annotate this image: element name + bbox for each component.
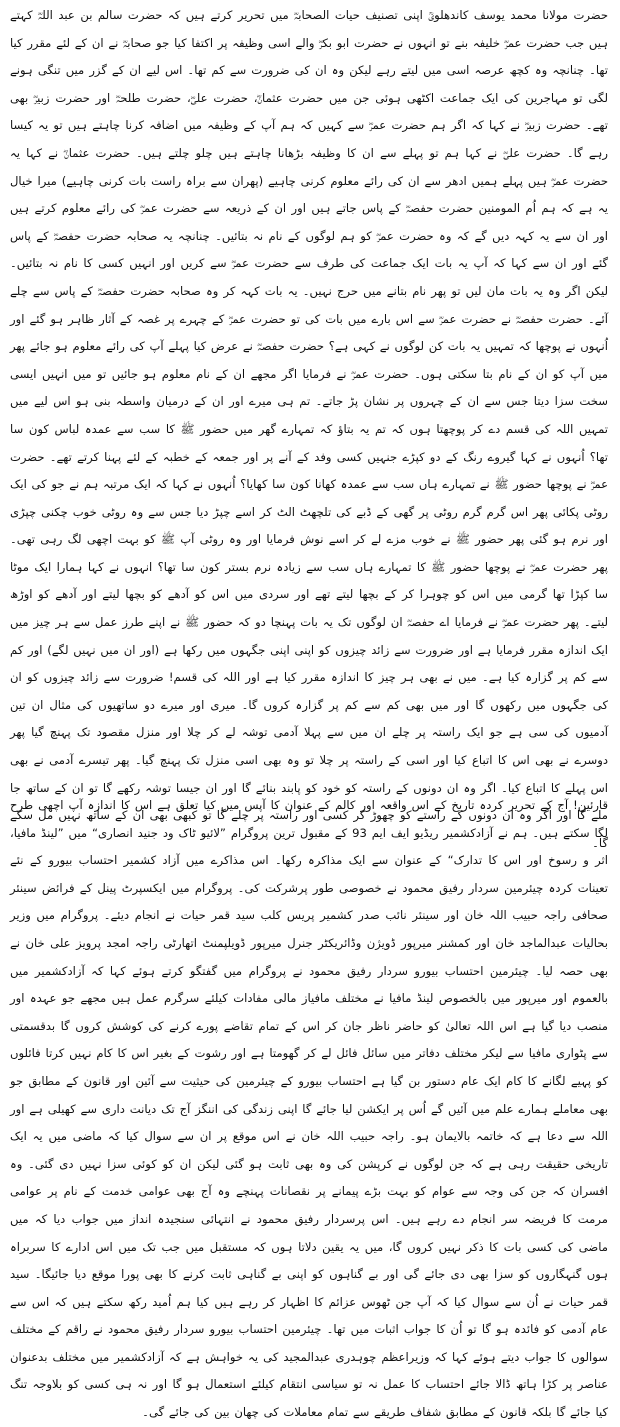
commentary-paragraph: قارئین! آج کے تحریر کردہ تاریخ کے اس واقعہ اور کالم کے عنوان کا آپس میں کیا تعلق ہے اس کا اندازہ آپ اچھی طرح لگا سکتے ہیں۔ ہم نے آزادکشمیر ریڈیو ایف ایم 93 کے مقبول ترین پروگرام ”لائیو ٹاک ود جنید انصاری“ میں ”لینڈ مافیا، اثر و رسوخ اور اس کا تدارک“ کے عنوان سے ایک مذاکرہ رکھا۔ اس مذاکرے میں آزاد کشمیر احتساب بیورو کے نئے تعینات کردہ چیئرمین سردار رفیق محمود نے خصوصی طور پرشرکت کی۔ پروگرام میں ایکسپرٹ پینل کے فرائض سینئر صحافی راجہ حبیب اللہ خان اور سینئر نائب صدر کشمیر پریس کلب سید قمر حیات نے انجام دیئے۔ پروگرام میں وزیر بحالیات عبدالماجد خان اور کمشنر میرپور ڈویژن وڈائریکٹر جنرل میرپور ڈویلپمنٹ اتھارٹی راجہ امجد پرویز علی خان نے بھی حصہ لیا۔ چیئرمین احتساب بیورو سردار رفیق محمود نے پروگرام میں گفتگو کرتے ہوئے کہا کہ آزادکشمیر میں بالعموم اور میرپور میں بالخصوص لینڈ مافیا نے مختلف مافیاز مالی مفادات کیلئے سرگرم عمل ہیں مجھے جو عہدہ اور منصب دیا گیا ہے اس اللہ تعالیٰ کو حاضر ناظر جان کر اس کے تمام تقاضے پورے کرنے کی کوشش کروں گا بدقسمتی سے پٹواری مافیا سے لیکر مختلف دفاتر میں سائل فائل لے کر گھومتا ہے اور رشوت کے بغیر اس کا کام نہیں کرتا فائلوں کو پہیے لگانے کا کام ایک عام دستور بن گیا ہے احتساب بیورو کے چیئرمین کی حیثیت سے آئین اور قانون کے مطابق جو بھی معاملے ہمارے علم میں آئیں گے اُس پر ایکشن لیا جائے گا اپنی زندگی کی اننگز آج تک دیانت داری سے کھیلی ہے اور اللہ سے دعا ہے کہ خاتمہ بالایمان ہو۔ راجہ حبیب اللہ خان نے اس موقع پر ان سے سوال کیا کہ ماضی میں یہ ایک تاریخی حقیقت رہی ہے کہ جن لوگوں نے کرپشن کی وہ بھی ثابت ہو گئی لیکن ان کو کوئی سزا نہیں دی گئی۔ وہ افسران کہ جن کی وجہ سے عوام کو بہت بڑے پیمانے پر نقصانات پہنچے وہ آج بھی عوامی خدمت کے نام پر عوامی مرمت کا فریضہ سر انجام دے رہے ہیں۔ اس پرسردار رفیق محمود نے انتہائی سنجیدہ انداز میں جواب دیا کہ میں ماضی کی کسی بات کا ذکر نہیں کروں گا، میں یہ یقین دلاتا ہوں کہ مستقبل میں جب تک میں اس ادارے کا سربراہ ہوں گنہگاروں کو سزا بھی دی جائے گی اور بے گناہوں کو اپنی بے گناہی ثابت کرنے کا بھی پورا موقع دیا جائیگا۔ سید قمر حیات نے اُن سے سوال کیا کہ آپ جن ٹھوس عزائم کا اظہار کر رہے ہیں کیا ہم اُمید رکھ سکتے ہیں کہ اس سے عام آدمی کو فائدہ ہو گا تو اُن کا جواب اثبات میں تھا۔ چیئرمین احتساب بیورو سردار رفیق محمود نے راقم کے مختلف سوالوں کا جواب دیتے ہوئے کہا کہ وزیراعظم چوہدری عبدالمجید کی یہ خواہش ہے کہ آزادکشمیر میں مختلف بدعنوان عناصر پر کڑا ہاتھ ڈالا جائے احتساب کا عمل نہ تو سیاسی انتقام کیلئے استعمال ہو گا اور نہ ہی کسی کو بلاوجہ تنگ کیا جائے گا بلکہ قانون کے مطابق شفاف طریقے سے تمام معاملات کی چھان بین کی جائے گی۔ <box>10 798 608 1420</box>
story-paragraph: حضرت مولانا محمد یوسف کاندھلویؒ اپنی تصنیف حیات الصحابہؓ میں تحریر کرتے ہیں کہ حضرت سالم بن عبد اللہؓ کہتے ہیں جب حضرت عمرؓ خلیفہ بنے تو انہوں نے حضرت ابو بکرؓ والے اسی وظیفہ پر اکتفا کیا جو صحابہؓ نے ان کے لئے مقرر کیا تھا۔ چنانچہ وہ کچھ عرصہ اسی میں لیتے رہے لیکن وہ ان کی ضرورت سے کم تھا۔ اس لیے ان کے گزر میں تنگی ہونے لگی تو مہاجرین کی ایک جماعت اکٹھی ہوئی جن میں حضرت عثمانؓ، حضرت علیؓ، حضرت طلحہؓ اور حضرت زبیرؓ بھی تھے۔ حضرت زبیرؓ نے کہا کہ اگر ہم حضرت عمرؓ سے کہیں کہ ہم آپ کے وظیفہ میں اضافہ کرنا چاہتے ہیں تو یہ کیسا رہے گا۔ حضرت علیؓ نے کہا ہم تو پہلے سے ان کا وظیفہ بڑھانا چاہتے ہیں چلو چلتے ہیں۔ حضرت عثمانؓ نے کہا یہ حضرت عمرؓ ہیں پہلے ہمیں ادھر سے ان کی رائے معلوم کرنی چاہیے (پھران سے براہ راست بات کرنی چاہیے) میرا خیال یہ ہے کہ ہم اُم المومنین حضرت حفصہؓ کے پاس جاتے ہیں اور ان کے ذریعہ سے حضرت عمرؓ کی رائے معلوم کرتے ہیں اور ان سے یہ کہہ دیں گے کہ وہ حضرت عمرؓ کو ہم لوگوں کے نام نہ بتائیں۔ چنانچہ یہ صحابہ حضرت حفصہؓ کے پاس گئے اور ان سے کہا کہ آپ یہ بات ایک جماعت کی طرف سے حضرت عمرؓ سے کریں اور انہیں کسی کا نام نہ بتائیں۔ لیکن اگر وہ یہ بات مان لیں تو پھر نام بتانے میں حرج نہیں۔ یہ بات کہہ کر وہ صحابہ حضرت حفصہؓ کے پاس سے چلے آئے۔ حضرت حفصہؓ نے حضرت عمرؓ سے اس بارے میں بات کی تو حضرت عمرؓ کے چہرے پر غصہ کے آثار ظاہر ہو گئے اور اُنہوں نے پوچھا کہ تمہیں یہ بات کن لوگوں نے کہی ہے؟ حضرت حفصہؓ نے عرض کیا پہلے آپ کی رائے معلوم ہو جائے پھر میں آپ کو ان کے نام بتا سکتی ہوں۔ حضرت عمرؓ نے فرمایا اگر مجھے ان کے نام معلوم ہو جائیں تو میں انہیں ایسی سخت سزا دیتا جس سے ان کے چہروں پر نشان پڑ جاتے۔ تم ہی میرے اور ان کے درمیان واسطہ بنی ہو اس لیے میں تمہیں اللہ کی قسم دے کر پوچھتا ہوں کہ تم یہ بتاؤ کہ تمہارے گھر میں حضور ﷺ کا سب سے عمدہ لباس کون سا تھا؟ اُنہوں نے کہا گیروے رنگ کے دو کپڑے جنہیں کسی وفد کے آنے پر اور جمعہ کے خطبہ کے لئے پہنا کرتے تھے۔ حضرت عمرؓ نے پوچھا حضور ﷺ نے تمہارے ہاں سب سے عمدہ کھانا کون سا کھایا؟ اُنہوں نے کہا کہ ایک مرتبہ ہم نے جو کی ایک روٹی پکائی پھر اس گرم گرم روٹی پر گھی کے ڈبے کی تلچھٹ الٹ کر اسے چپڑ دیا جس سے وہ روٹی خوب چکنی چپڑی اور نرم ہو گئی پھر حضور ﷺ نے خوب مزے لے کر اسے نوش فرمایا اور وہ روٹی آپ ﷺ کو بہت اچھی لگ رہی تھی۔ پھر حضرت عمرؓ نے پوچھا حضور ﷺ کا تمہارے ہاں سب سے زیادہ نرم بستر کون سا تھا؟ انہوں نے کہا ہمارا ایک موٹا سا کپڑا تھا گرمی میں اس کو چوہرا کر کے بچھا لیتے تھے اور سردی میں اس کو آدھے کو بچھا لیتے اور آدھے کو اوڑھ لیتے۔ پھر حضرت عمرؓ نے فرمایا اے حفصہؓ ان لوگوں تک یہ بات پہنچا دو کہ حضور ﷺ نے اپنے طرز عمل سے ہر چیز میں ایک اندازہ مقرر فرمایا ہے اور ضرورت سے زائد چیزوں کو اپنی اپنی جگہوں میں رکھا ہے (اور ان میں نہیں لگے) اور کم سے کم پر گزارہ کیا ہے۔ میں نے بھی ہر چیز کا اندازہ مقرر کیا ہے اور اللہ کی قسم! ضرورت سے زائد چیزوں کو ان کی جگہوں میں رکھوں گا اور میں بھی کم سے کم پر گزارہ کروں گا۔ میری اور میرے دو ساتھیوں کی مثال ان تین آدمیوں کی سی ہے جو ایک راستہ پر چلے ان میں سے پہلا آدمی توشہ لے کر چلا اور منزل مقصود تک پہنچ گیا پھر دوسرے نے بھی اس کا اتباع کیا اور اسی کے راستہ پر چلا تو وہ بھی اسی منزل تک پہنچ گیا۔ پھر تیسرے آدمی نے بھی اس پہلے کا اتباع کیا۔ اگر وہ ان دونوں کے راستہ کو خود کو پابند بنائے گا اور ان جیسا توشہ رکھے گا تو ان کے ساتھ جا ملے گا اور اگر وہ ان دونوں کے راستے کو چھوڑ کر کسی اور راستہ پر چلے گا تو کبھی بھی ان کے ساتھ نہیں مل سکے گا۔ <box>10 8 608 850</box>
